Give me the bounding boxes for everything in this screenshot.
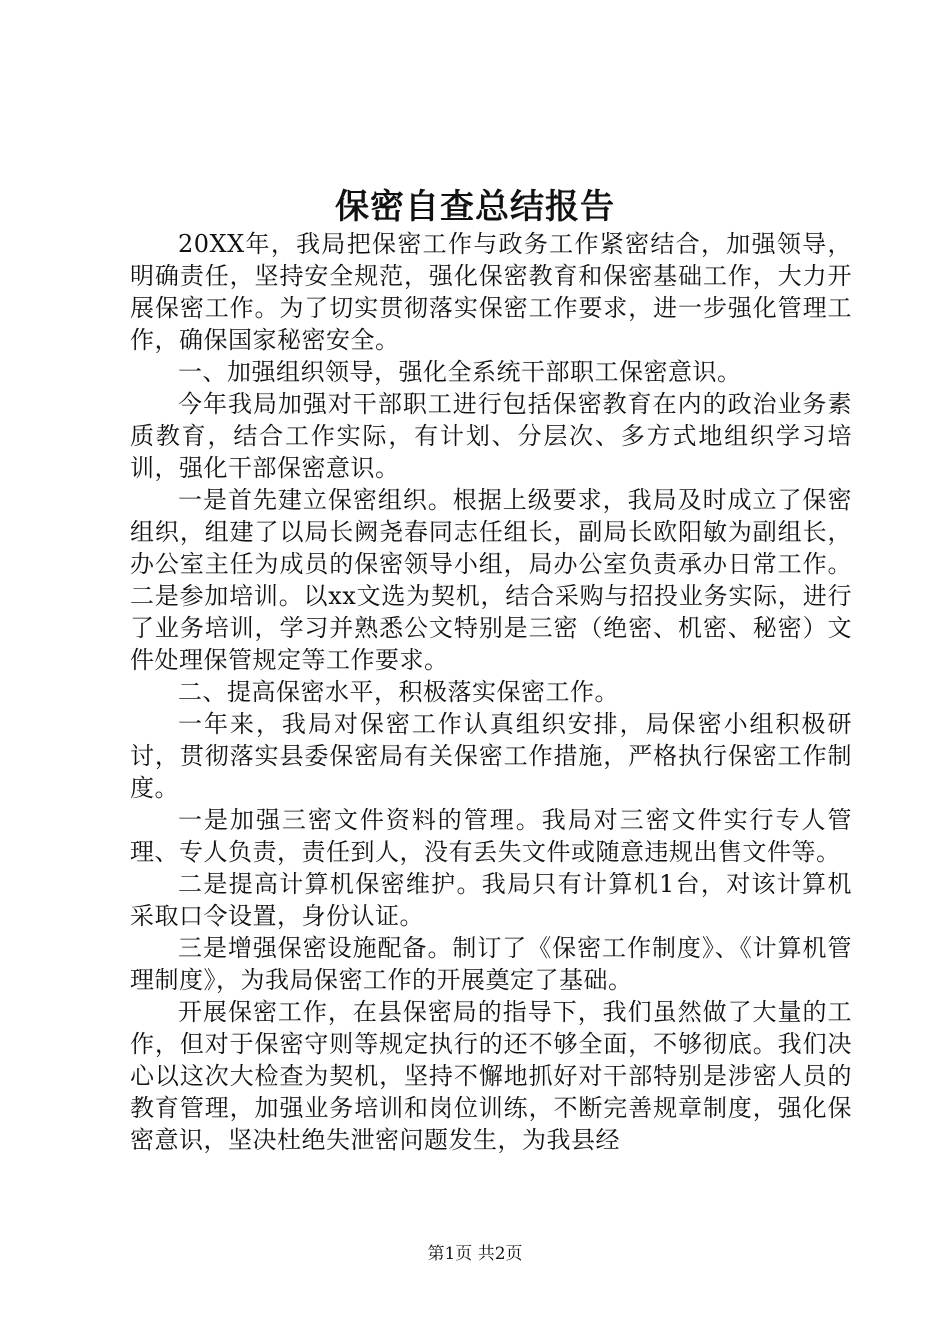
paragraph-file-management: 一是加强三密文件资料的管理。我局对三密文件实行专人管理、专人负责，责任到人，没有丢失文件或随意违规出售文件等。 [130,806,852,866]
paragraph-facilities: 三是增强保密设施配备。制订了《保密工作制度》、《计算机管理制度》，为我局保密工作的开展奠定了基础。 [130,934,852,994]
section-heading-1: 一、加强组织领导，强化全系统干部职工保密意识。 [178,358,742,386]
paragraph-intro: 20XX年，我局把保密工作与政务工作紧密结合，加强领导，明确责任，坚持安全规范，强化保密教育和保密基础工作，大力开展保密工作。为了切实贯彻落实保密工作要求，进一步强化管理工作，确保国家秘密安全。 [130,230,852,354]
page-footer: 第1页 共2页 [427,1244,523,1264]
paragraph-computer-security: 二是提高计算机保密维护。我局只有计算机1台，对该计算机采取口令设置，身份认证。 [130,870,852,930]
paragraph-year-review: 一年来，我局对保密工作认真组织安排，局保密小组积极研讨，贯彻落实县委保密局有关保密工作措施，严格执行保密工作制度。 [130,710,852,802]
section-heading-2: 二、提高保密水平，积极落实保密工作。 [178,678,619,706]
document-title: 保密自查总结报告 [335,187,615,227]
document-body [130,228,852,1156]
paragraph-training: 今年我局加强对干部职工进行包括保密教育在内的政治业务素质教育，结合工作实际，有计划、分层次、多方式地组织学习培训，强化干部保密意识。 [130,390,852,482]
paragraph-conclusion: 开展保密工作，在县保密局的指导下，我们虽然做了大量的工作，但对于保密守则等规定执行的还不够全面，不够彻底。我们决心以这次大检查为契机，坚持不懈地抓好对干部特别是涉密人员的教育管理，加强业务培训和岗位训练，不断完善规章制度，强化保密意识，坚决杜绝失泄密问题发生，为我县经 [130,998,852,1154]
paragraph-organization: 一是首先建立保密组织。根据上级要求，我局及时成立了保密组织，组建了以局长阙尧春同志任组长，副局长欧阳敏为副组长，办公室主任为成员的保密领导小组，局办公室负责承办日常工作。二是参加培训。以xx文选为契机，结合采购与招投业务实际，进行了业务培训，学习并熟悉公文特别是三密（绝密、机密、秘密）文件处理保管规定等工作要求。 [130,486,852,674]
